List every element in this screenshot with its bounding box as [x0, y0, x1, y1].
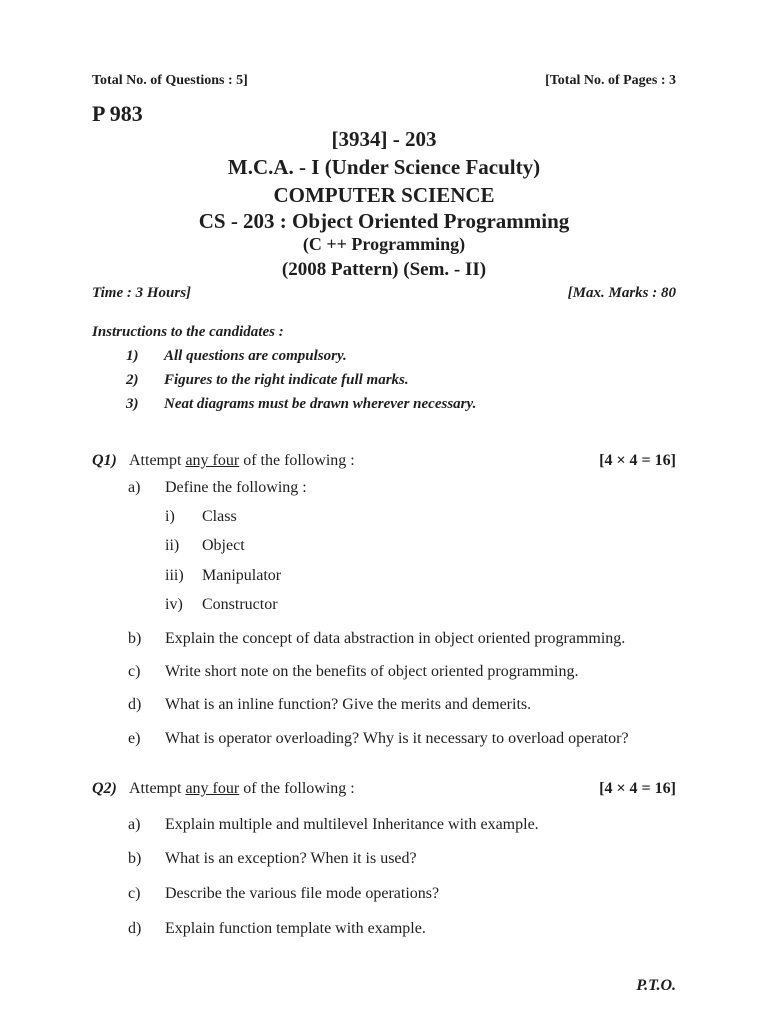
- instruction-item: [126, 396, 476, 413]
- part-text: Define the following :: [165, 479, 307, 496]
- total-pages: [Total No. of Pages : 3: [545, 73, 676, 88]
- q1-sub-item: [165, 508, 237, 526]
- q2-prompt: [92, 780, 355, 798]
- part-letter: b): [128, 850, 142, 867]
- instruction-text: Neat diagrams must be drawn wherever necessary.: [164, 396, 477, 412]
- sub-number: i): [165, 508, 175, 525]
- paper-subtitle: (C ++ Programming): [302, 234, 466, 254]
- q2-prompt-underlined: any four: [185, 780, 240, 797]
- q1-prompt-post: of the following :: [239, 452, 355, 469]
- part-letter: c): [128, 663, 141, 680]
- part-text: What is operator overloading? Why is it necessary to overload operator?: [165, 730, 629, 747]
- q2-label: Q2): [92, 780, 117, 797]
- sub-text: Constructor: [202, 596, 278, 613]
- part-text: Explain function template with example.: [165, 920, 426, 937]
- q2-prompt-pre: Attempt: [129, 780, 186, 797]
- q1-prompt: [92, 452, 355, 470]
- instruction-text: All questions are compulsory.: [164, 348, 347, 364]
- q1-sub-item: [165, 537, 245, 555]
- instructions-heading: Instructions to the candidates :: [92, 324, 284, 340]
- q1-part-c: [128, 663, 578, 681]
- q2-marks: [4 × 4 = 16]: [599, 780, 676, 797]
- q1-prompt-pre: Attempt: [129, 452, 186, 469]
- instruction-number: 1): [126, 348, 139, 364]
- q1-part-e: [128, 730, 629, 748]
- part-text: Describe the various file mode operations?: [165, 885, 440, 902]
- q1-label: Q1): [92, 452, 117, 469]
- total-questions: Total No. of Questions : 5]: [92, 73, 248, 88]
- paper-code: P 983: [92, 101, 143, 126]
- part-text: What is an exception? When it is used?: [165, 850, 417, 867]
- part-letter: d): [128, 696, 142, 713]
- part-text: Explain the concept of data abstraction in object oriented programming.: [165, 630, 626, 647]
- part-text: Explain multiple and multilevel Inheritance with example.: [165, 816, 539, 833]
- part-letter: c): [128, 885, 141, 902]
- sub-number: ii): [165, 537, 180, 554]
- q2-part-c: [128, 885, 439, 903]
- subject-title: COMPUTER SCIENCE: [273, 183, 495, 207]
- q2-part-b: [128, 850, 417, 868]
- part-letter: a): [128, 479, 141, 496]
- exam-code: [3934] - 203: [331, 127, 437, 151]
- q1-sub-item: [165, 596, 278, 614]
- part-letter: e): [128, 730, 141, 747]
- sub-text: Object: [202, 537, 245, 554]
- part-letter: a): [128, 816, 141, 833]
- q1-part-a: [128, 479, 307, 497]
- part-letter: d): [128, 920, 142, 937]
- course-title: M.C.A. - I (Under Science Faculty): [227, 155, 541, 179]
- max-marks: [Max. Marks : 80: [567, 285, 676, 301]
- part-letter: b): [128, 630, 142, 647]
- q1-sub-item: [165, 567, 281, 585]
- sub-number: iii): [165, 567, 184, 584]
- q1-marks: [4 × 4 = 16]: [599, 452, 676, 469]
- q2-part-a: [128, 816, 539, 834]
- sub-text: Class: [202, 508, 237, 525]
- sub-text: Manipulator: [202, 567, 282, 584]
- pto-footer: P.T.O.: [636, 977, 676, 994]
- instruction-item: [126, 348, 347, 365]
- instruction-item: [126, 372, 409, 389]
- instruction-text: Figures to the right indicate full marks.: [164, 372, 409, 388]
- q1-part-b: [128, 630, 625, 648]
- part-text: Write short note on the benefits of object oriented programming.: [165, 663, 579, 680]
- exam-time: Time : 3 Hours]: [92, 285, 192, 301]
- q1-part-d: [128, 696, 531, 714]
- instruction-number: 2): [126, 372, 139, 388]
- pattern-title: (2008 Pattern) (Sem. - II): [281, 259, 487, 280]
- q2-prompt-post: of the following :: [239, 780, 355, 797]
- instruction-number: 3): [126, 396, 139, 412]
- sub-number: iv): [165, 596, 183, 613]
- q1-prompt-underlined: any four: [185, 452, 240, 469]
- paper-title: CS - 203 : Object Oriented Programming: [198, 209, 570, 233]
- q2-part-d: [128, 920, 426, 938]
- part-text: What is an inline function? Give the merits and demerits.: [165, 696, 532, 713]
